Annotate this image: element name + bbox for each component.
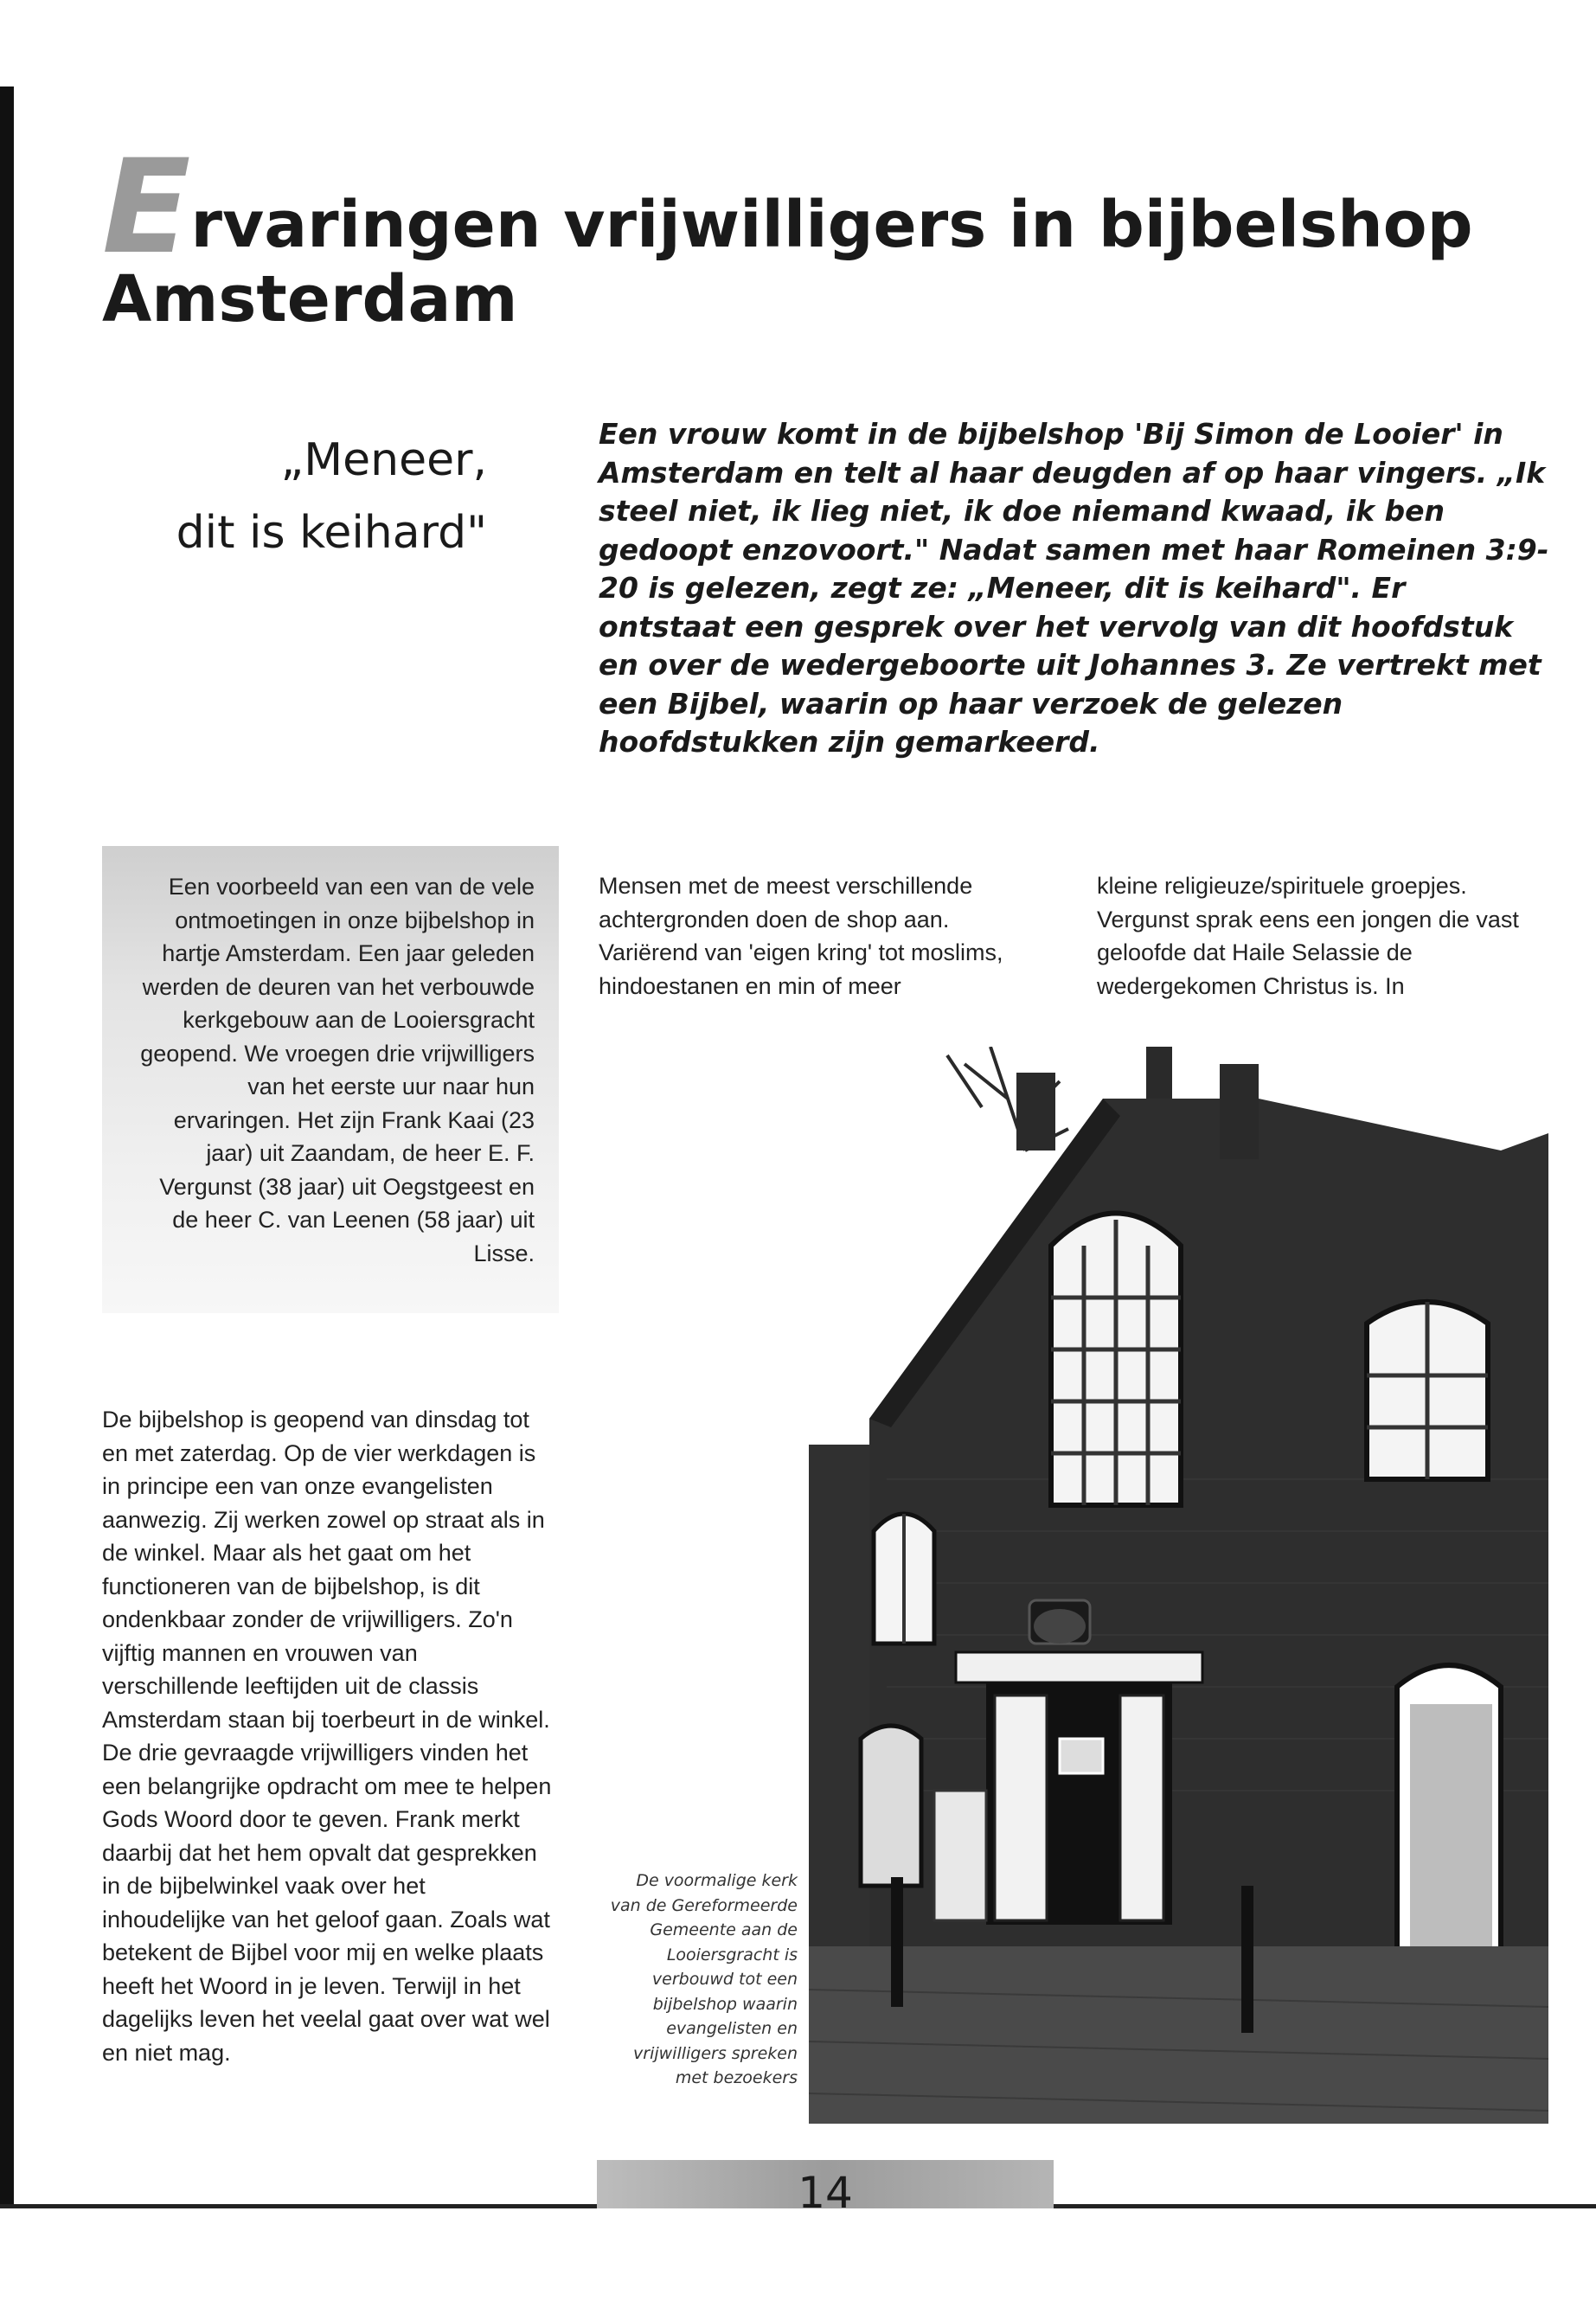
page-number-box bbox=[597, 2160, 1054, 2208]
church-illustration bbox=[809, 1047, 1548, 2124]
page-number: 14 bbox=[798, 2168, 853, 2208]
body-text-left: De bijbelshop is geopend van dinsdag tot en met zaterdag. Op de vier werkdagen is in principe een van onze evangelisten aanwezig. Zij werken zowel op straat als in de winkel. Maar als het gaat om het functioneren van de bijbelshop, is dit ondenkbaar zonder de vrijwilligers. Zo'n vijftig mannen en vrouwen van verschillende leeftijden uit de classis Amsterdam staan bij toerbeurt in de winkel. De drie gevraagde vrijwilligers vinden het een belangrijke opdracht om mee te helpen Gods Woord door te geven. Frank merkt daarbij dat het hem opvalt dat gesprekken in de bijbelwinkel vaak over het inhoudelijke van het geloof gaan. Zoals wat betekent de Bijbel voor mij en welke plaats heeft het Woord in je leven. Terwijl in het dagelijks leven het veelal gaat over wat wel en niet mag. bbox=[102, 1407, 552, 2066]
body-text-right: kleine religieuze/spirituele groepjes. Vergunst sprak eens een jongen die vast geloofde dat Haile Selassie de wedergekomen Christus is. In bbox=[1097, 873, 1519, 999]
article-title bbox=[102, 132, 1529, 336]
scan-edge-left bbox=[0, 87, 14, 2206]
photo-caption: De voormalige kerk van de Gereformeerde Gemeente aan de Looiersgracht is verbouwd tot een bijbelshop waarin evangelisten en vrijwilligers spreken met bezoekers bbox=[610, 1871, 798, 2087]
pull-quote-line-1: „Meneer, bbox=[280, 434, 487, 486]
sidebar-box bbox=[102, 846, 559, 1313]
sidebar-text: Een voorbeeld van een van de vele ontmoetingen in onze bijbelshop in hartje Amsterdam. Een jaar geleden werden de deuren van het verbouwde kerkgebouw aan de Looiersgracht geopend. We vroegen drie vrijwilligers van het eerste uur naar hun ervaringen. Het zijn Frank Kaai (23 jaar) uit Zaandam, de heer E. F. Vergunst (38 jaar) uit Oegstgeest en de heer C. van Leenen (58 jaar) uit Lisse. bbox=[140, 874, 535, 1266]
church-photo bbox=[809, 1047, 1548, 2124]
title-text: rvaringen vrijwilligers in bijbelshop Amsterdam bbox=[102, 188, 1473, 336]
pull-quote bbox=[102, 424, 487, 569]
intro-paragraph: Een vrouw komt in de bijbelshop 'Bij Simon de Looier' in Amsterdam en telt al haar deugden af op haar vingers. „Ik steel niet, ik lieg niet, ik doe niemand kwaad, ik ben gedoopt enzovoort." Nadat samen met haar Romeinen 3:9-20 is gelezen, zegt ze: „Meneer, dit is keihard". Er ontstaat een gesprek over het vervolg van dit hoofdstuk en over de wedergeboorte uit Johannes 3. Ze vertrekt met een Bijbel, waarin op haar verzoek de gelezen hoofdstukken zijn gemarkeerd. bbox=[599, 417, 1549, 759]
drop-cap: E bbox=[102, 132, 191, 283]
pull-quote-line-2: dit is keihard" bbox=[176, 507, 487, 559]
body-text-middle: Mensen met de meest verschillende achtergronden doen de shop aan. Variërend van 'eigen kring' tot moslims, hindoestanen en min of meer bbox=[599, 873, 1003, 999]
